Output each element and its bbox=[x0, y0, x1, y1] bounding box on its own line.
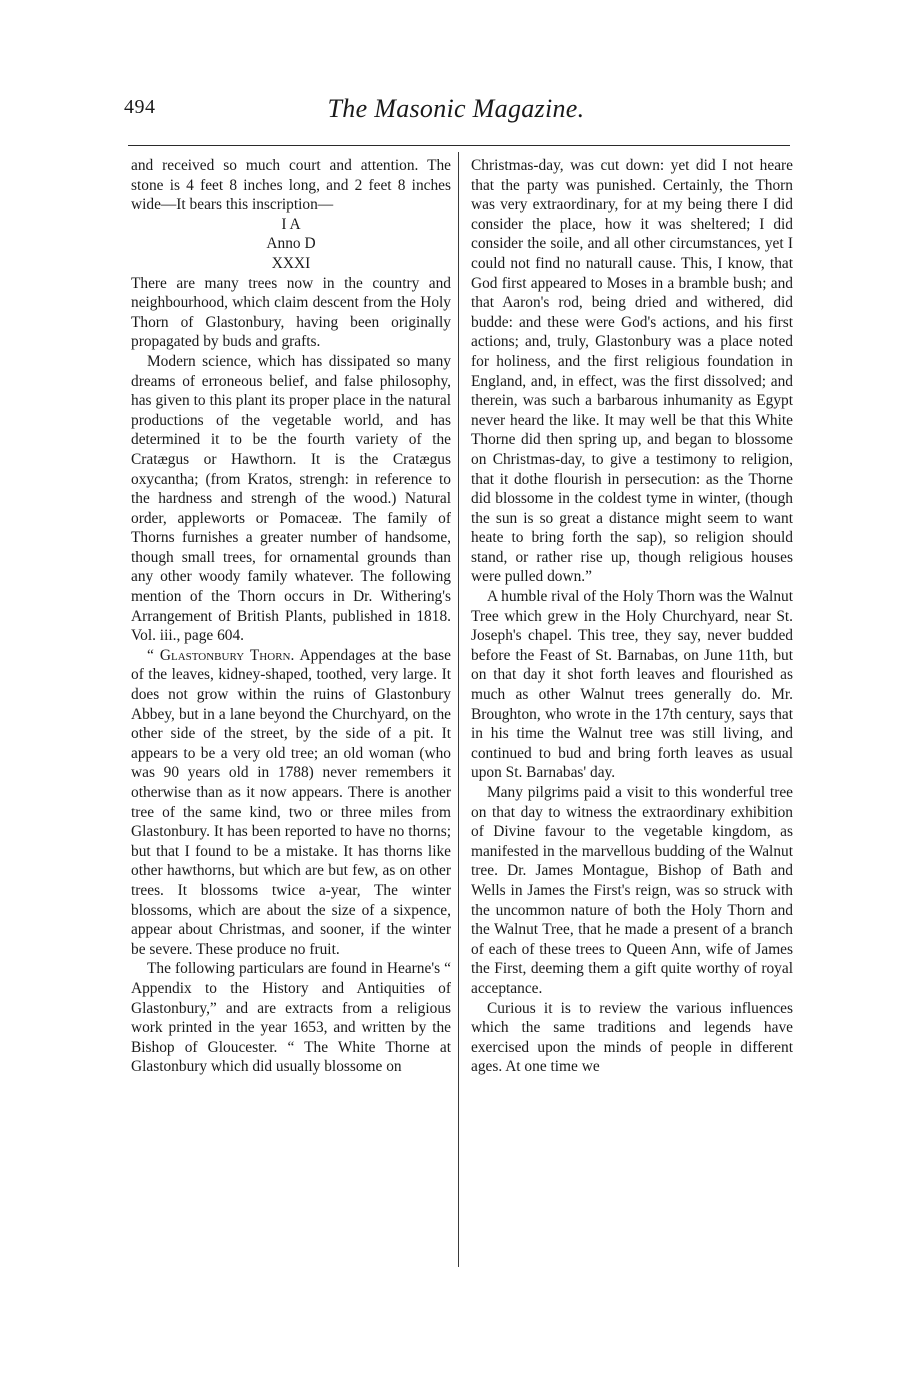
left-column bbox=[131, 156, 451, 1077]
paragraph-text: Appendages at the base of the leaves, kidney-shaped, toothed, very large. It does not grow within the ruins of Glastonbury Abbey, but in a lane beyond the Churchyard, on the other side of the street, by the side of a pit. It appears to be a very old tree; an old woman (who was 90 years old in 1788) never remembers it otherwise than as it now appears. There is another tree of the same kind, two or three miles from Glastonbury. It has been reported to have no thorns; but that I found to be a mistake. It has thorns like other hawthorns, but which are but few, as on other trees. It blossoms twice a-year, The winter blossoms, which are about the size of a sixpence, appear about Christmas, and sooner, if the winter be severe. These produce no fruit. bbox=[131, 646, 451, 958]
quoted-heading: “ Glastonbury Thorn. bbox=[147, 646, 295, 664]
inscription-line: XXXI bbox=[271, 254, 311, 272]
inscription bbox=[131, 215, 451, 274]
paragraph: Many pilgrims paid a visit to this wonderful tree on that day to witness the extraordinary exhibition of Divine favour to the vegetable kingdom, as manifested in the marvellous budding of the Walnut tree. Dr. James Montague, Bishop of Bath and Wells in James the First's reign, was so struck with the uncommon nature of both the Holy Thorn and the Walnut Tree, that he made a present of a branch of each of these trees to Queen Ann, wife of James the First, deeming them a gift quite worthy of royal acceptance. bbox=[471, 784, 793, 997]
paragraph: Modern science, which has dissipated so many dreams of erroneous belief, and false philosophy, has given to this plant its proper place in the natural productions of the vegetable world, and has determined it to be the fourth variety of the Cratægus or Hawthorn. It is the Cratægus oxycantha; (from Kratos, strengh: in reference to the hardness and strengh of the wood.) Natural order, appleworts or Pomaceæ. The family of Thorns furnishes a greater number of handsome, though small trees, for ornamental grounds than any other woody family whatever. The following mention of the Thorn occurs in Dr. Withering's Arrangement of British Plants, published in 1818. Vol. iii., page 604. bbox=[131, 352, 451, 645]
running-title: The Masonic Magazine. bbox=[327, 94, 585, 123]
paragraph: and received so much court and attention. The stone is 4 feet 8 inches long, and 2 feet 8 inches wide—It bears this inscription— bbox=[131, 157, 451, 214]
paragraph: Christmas-day, was cut down: yet did I not heare that the party was punished. Certainly, the Thorn was very extraordinary, for at my being there I did consider the place, how it was sheltered; I did consider the soile, and all other circumstances, yet I could not find no naturall cause. This, I know, that God first appeared to Moses in a bramble bush; and that Aaron's rod, being dried and withered, did budde: and these were God's actions, and his first actions; and, truly, Glastonbury was a place noted for holiness, and the first religious foundation in England, and, in effect, was the first dissolved; and therein, was such a barbarous inhumanity as Egypt never heard the like. It may well be that this White Thorne did then spring up, and began to blossome on Christmas-day, to give a testimony to religion, that it dothe flourish in persecution: as the Thorne did blossome in the coldest tyme in winter, (though the sun is so great a distance might seem to want heate to bring forth the sap), so religion should stand, or rather rise up, though religious houses were pulled down.” bbox=[471, 157, 793, 586]
paragraph: There are many trees now in the country and neighbourhood, which claim descent from the Holy Thorn of Glastonbury, having been originally propagated by buds and grafts. bbox=[131, 274, 451, 351]
paragraph bbox=[131, 646, 451, 960]
column-divider bbox=[458, 152, 459, 1267]
page-header bbox=[122, 94, 790, 130]
paragraph: A humble rival of the Holy Thorn was the Walnut Tree which grew in the Holy Churchyard, near St. Joseph's chapel. This tree, they say, never budded before the Feast of St. Barnabas, on June 11th, but on that day it shot forth leaves and flourished as much as other Walnut trees generally do. Mr. Broughton, who wrote in the 17th century, says that in his time the Walnut tree was still living, and continued to bud and bring forth leaves as usual upon St. Barnabas' day. bbox=[471, 588, 793, 782]
paragraph: Curious it is to review the various influences which the same traditions and legends have exercised upon the minds of people in different ages. At one time we bbox=[471, 999, 793, 1076]
inscription-line: I A bbox=[281, 215, 301, 233]
inscription-line: Anno D bbox=[266, 235, 316, 253]
header-rule bbox=[128, 145, 790, 146]
paragraph: The following particulars are found in Hearne's “ Appendix to the History and Antiquities of Glastonbury,” and are extracts from a religious work printed in the year 1653, and written by the Bishop of Gloucester. “ The White Thorne at Glastonbury which did usually blossome on bbox=[131, 960, 451, 1076]
right-column bbox=[471, 156, 793, 1077]
page-number: 494 bbox=[124, 96, 156, 118]
